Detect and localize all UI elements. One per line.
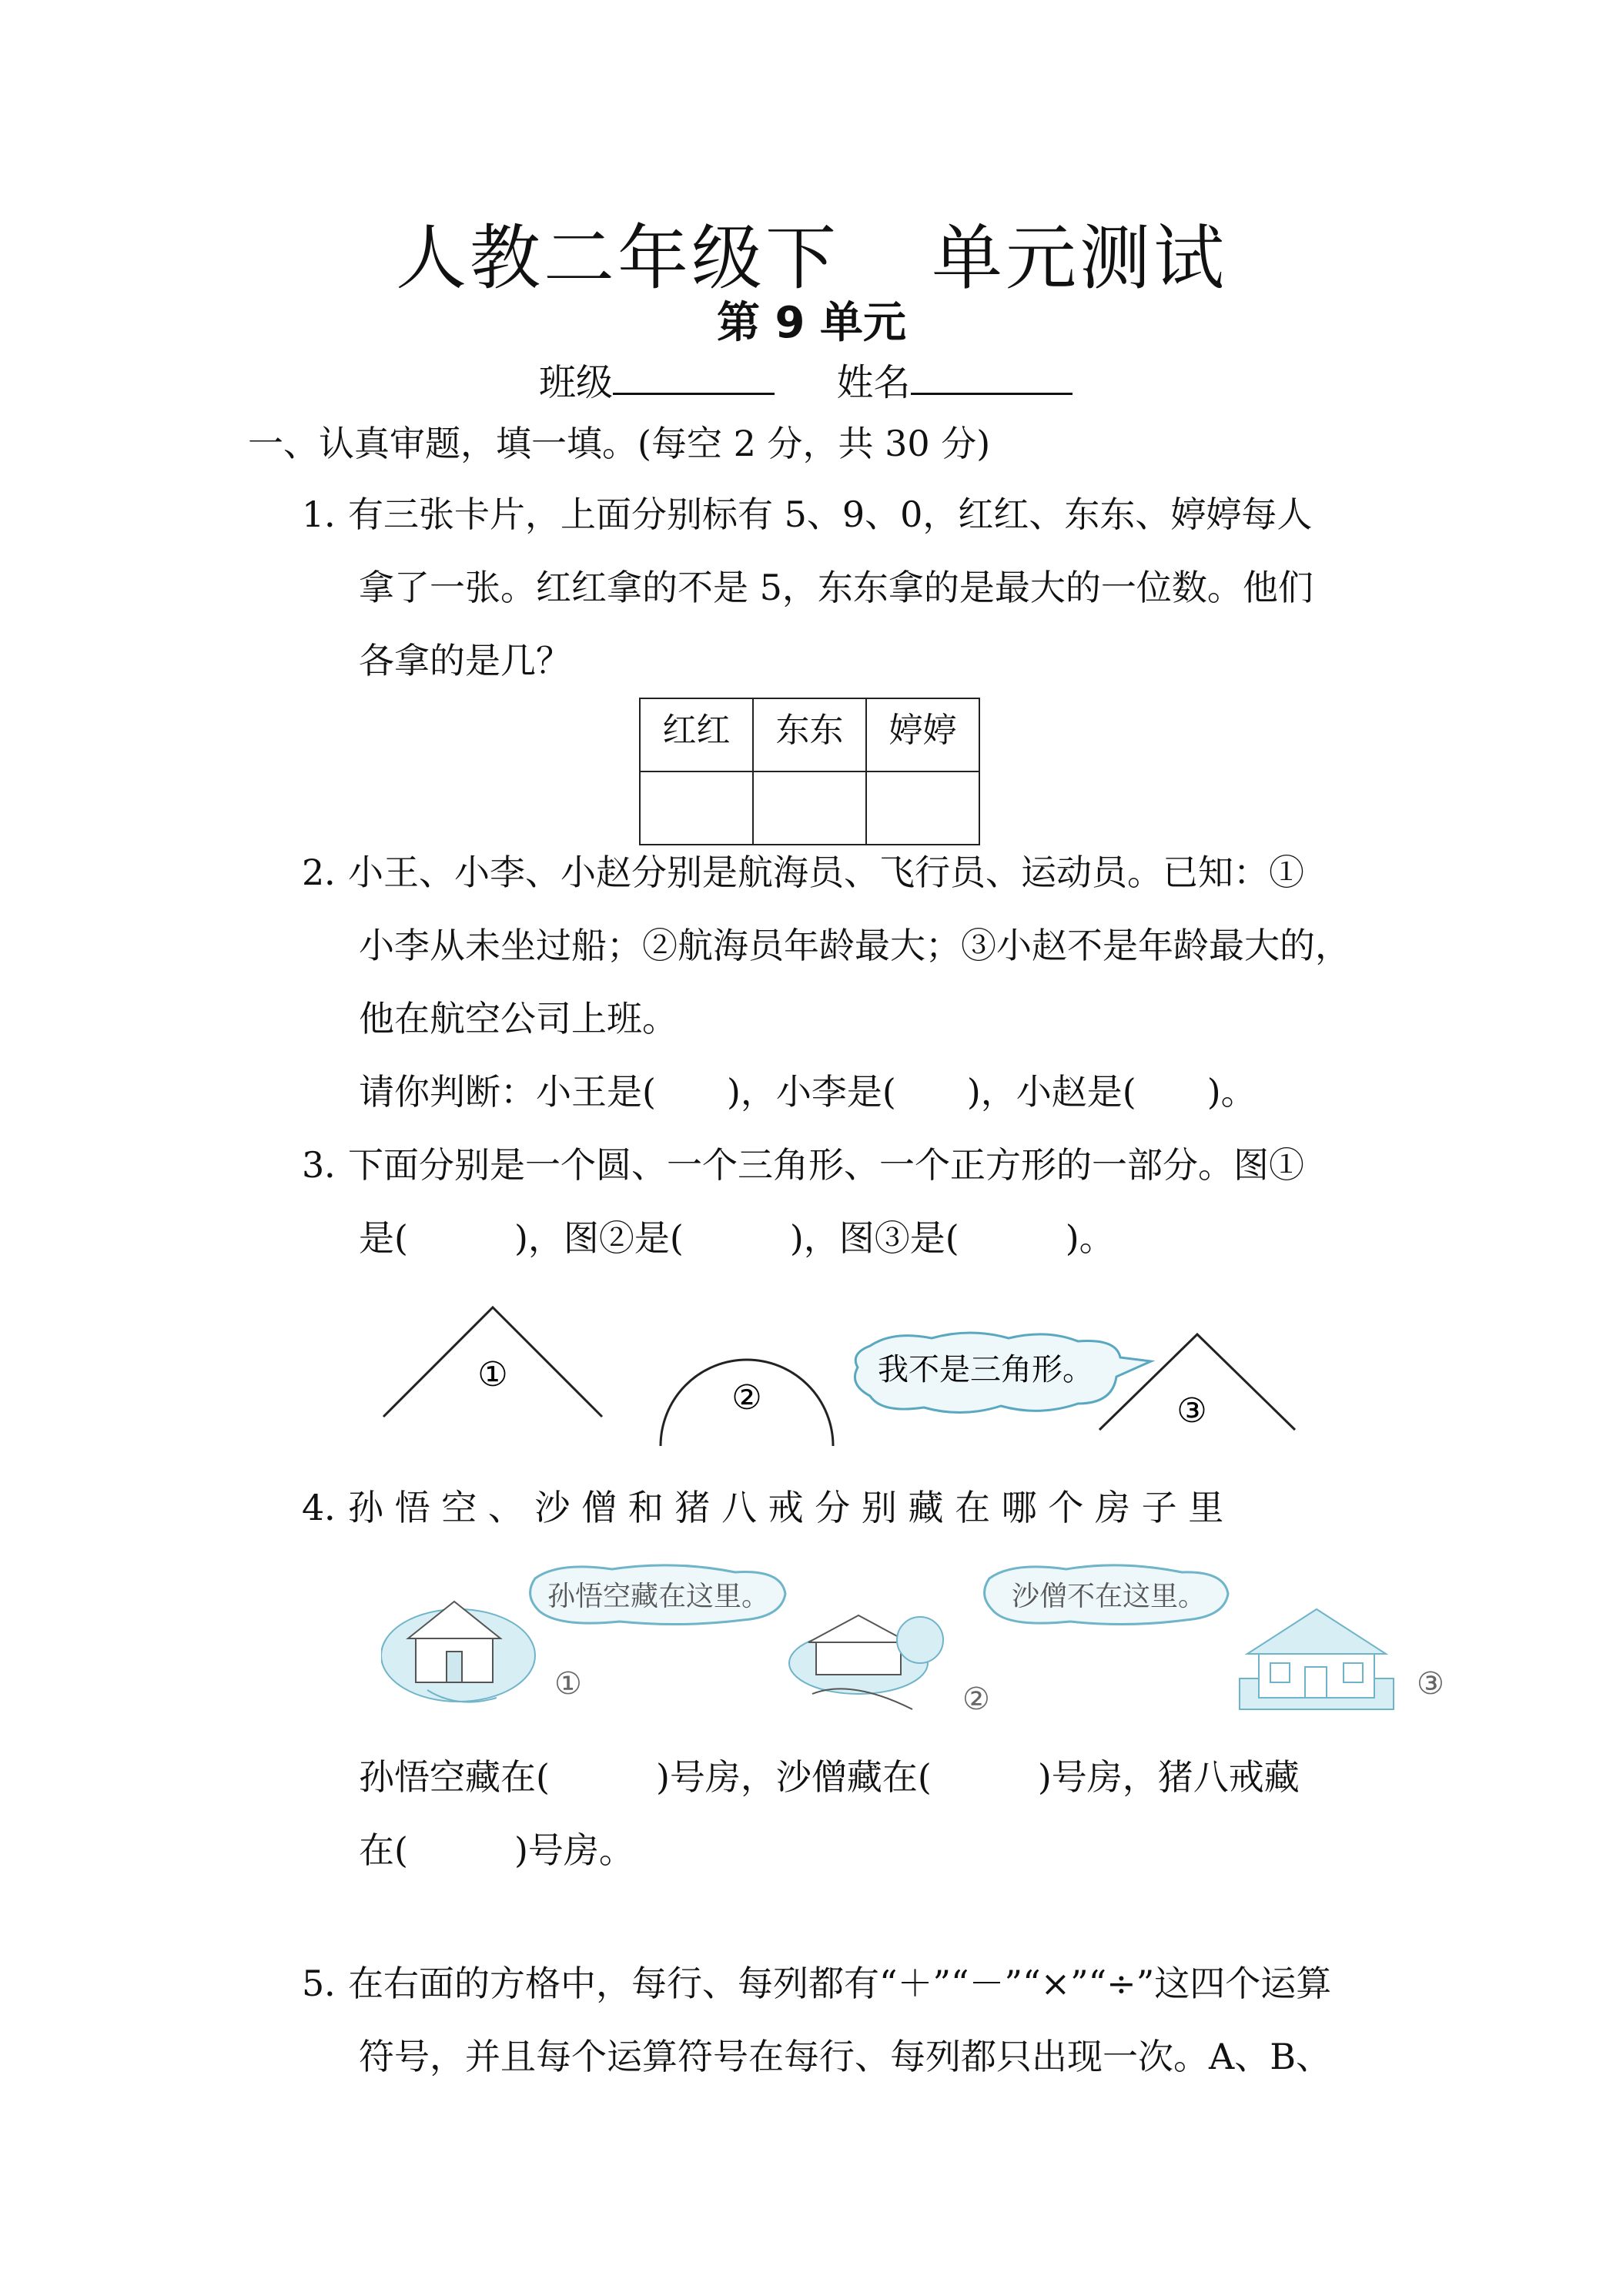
figure-3-square-part — [1093, 1328, 1301, 1436]
bubble-sun-wukong-text: 孙悟空藏在这里。 — [547, 1581, 770, 1612]
q2-line1 — [302, 845, 1304, 895]
q1-number: 1． — [302, 494, 360, 535]
house-1 — [381, 1602, 535, 1702]
q2-line3: 他在航空公司上班。 — [359, 998, 678, 1039]
figure-1-label: ① — [477, 1355, 508, 1394]
q1-text1: 有三张卡片，上面分别标有 5、9、0，红红、东东、婷婷每人 — [348, 494, 1313, 535]
bubble-not-triangle-text: 我不是三角形。 — [878, 1352, 1093, 1387]
class-blank[interactable] — [613, 359, 775, 395]
table-header-honghong: 红红 — [640, 698, 753, 771]
q1-line3: 各拿的是几？ — [359, 640, 571, 681]
student-info-line — [539, 353, 1073, 406]
q2-line2: 小李从未坐过船；②航海员年龄最大；③小赵不是年龄最大的， — [359, 925, 1350, 966]
table-header-dongdong: 东东 — [753, 698, 866, 771]
figure-3-label: ③ — [1176, 1391, 1207, 1431]
q1-line1 — [302, 487, 1312, 537]
card-answer-table — [639, 698, 980, 845]
answer-cell-dongdong[interactable] — [753, 771, 866, 845]
house-3 — [1240, 1609, 1394, 1709]
house-1-label: ① — [554, 1666, 582, 1702]
q2-text1: 小王、小李、小赵分别是航海员、飞行员、运动员。已知：① — [348, 852, 1304, 893]
q3-line2: 是( )，图②是( )，图③是( )。 — [359, 1217, 1115, 1259]
q4-text1: 孙 悟 空 、 沙 僧 和 猪 八 戒 分 别 藏 在 哪 个 房 子 里 — [348, 1487, 1224, 1528]
q5-text1: 在右面的方格中，每行、每列都有“＋”“－”“×”“÷”这四个运算 — [348, 1963, 1332, 2004]
section-heading: 一、认真审题，填一填。(每空 2 分，共 30 分) — [248, 423, 991, 464]
houses-illustration — [381, 1563, 1459, 1725]
q3-line1 — [302, 1137, 1304, 1188]
figure-2-circle-part — [654, 1347, 839, 1448]
q5-line2: 符号，并且每个运算符号在每行、每列都只出现一次。A、B、 — [359, 2036, 1332, 2077]
name-label: 姓名 — [836, 361, 911, 404]
figure-1-triangle-part — [377, 1301, 608, 1424]
house-2-label: ② — [962, 1682, 990, 1717]
q2-number: 2． — [302, 852, 360, 893]
bubble-sha-seng-text: 沙僧不在这里。 — [1011, 1581, 1206, 1612]
q5-line1 — [302, 1956, 1331, 2006]
q4-line3: 在( )号房。 — [359, 1829, 634, 1871]
q2-line4: 请你判断：小王是( )，小李是( )，小赵是( )。 — [359, 1071, 1257, 1113]
house-2 — [789, 1615, 943, 1709]
figure-2-label: ② — [731, 1378, 762, 1417]
bubble-sha-seng — [985, 1565, 1228, 1625]
table-header-tingting: 婷婷 — [866, 698, 979, 771]
answer-cell-honghong[interactable] — [640, 771, 753, 845]
name-blank[interactable] — [911, 359, 1073, 395]
bubble-sun-wukong — [530, 1565, 785, 1625]
class-label: 班级 — [539, 361, 614, 404]
answer-cell-tingting[interactable] — [866, 771, 979, 845]
q1-line2: 拿了一张。红红拿的不是 5，东东拿的是最大的一位数。他们 — [359, 567, 1313, 608]
unit-subtitle: 第 9 单元 — [717, 298, 906, 348]
q5-number: 5． — [302, 1963, 360, 2004]
q3-text1: 下面分别是一个圆、一个三角形、一个正方形的一部分。图① — [348, 1144, 1304, 1186]
house-3-label: ③ — [1417, 1666, 1444, 1702]
q4-line2: 孙悟空藏在( )号房，沙僧藏在( )号房，猪八戒藏 — [359, 1756, 1300, 1798]
title-left: 人教二年级下 — [395, 217, 839, 300]
title-right: 单元测试 — [932, 217, 1228, 300]
q4-line1 — [302, 1480, 1223, 1531]
q4-number: 4． — [302, 1487, 360, 1528]
q3-number: 3． — [302, 1144, 360, 1186]
